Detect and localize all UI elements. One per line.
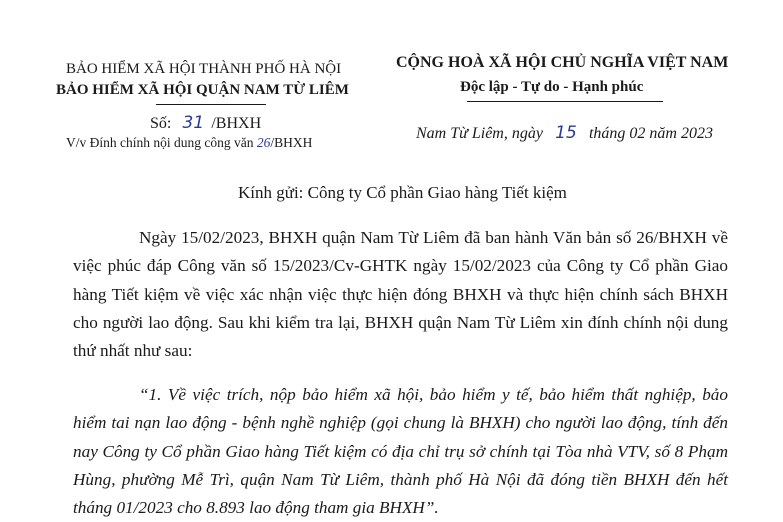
parent-agency-name: BẢO HIỂM XÃ HỘI THÀNH PHỐ HÀ NỘI: [66, 61, 342, 77]
agency-underline: [156, 104, 266, 105]
date-day-handwritten: 15: [555, 123, 577, 143]
subject-suffix: /BHXH: [270, 135, 313, 150]
document-number-prefix: Số:: [150, 115, 172, 132]
motto-underline: [467, 101, 663, 102]
agency-name: BẢO HIỂM XÃ HỘI QUẬN NAM TỪ LIÊM: [56, 82, 349, 98]
national-title: CỘNG HOÀ XÃ HỘI CHỦ NGHĨA VIỆT NAM: [396, 54, 729, 71]
document-number: [150, 115, 261, 132]
subject-prefix: V/v Đính chính nội dung công văn: [66, 135, 254, 150]
subject-handwritten-number: 26: [256, 135, 271, 150]
body-paragraph-1: Ngày 15/02/2023, BHXH quận Nam Từ Liêm đã ban hành Văn bản số 26/BHXH về việc phúc đáp Công văn số 15/2023/Cv-GHTK ngày 15/02/2023 của Công ty Cổ phần Giao hàng Tiết kiệm về việc xác nhận việc thực hiện đóng BHXH và thực hiện chính sách BHXH cho người lao động. Sau khi kiểm tra lại, BHXH quận Nam Từ Liêm xin đính chính nội dung thứ nhất như sau:: [73, 228, 728, 361]
document-number-handwritten: 31: [182, 113, 205, 133]
recipient-line: Kính gửi: Công ty Cổ phần Giao hàng Tiết kiệm: [238, 183, 567, 202]
national-motto: Độc lập - Tự do - Hạnh phúc: [460, 79, 644, 95]
date-prefix: Nam Từ Liêm, ngày: [416, 125, 543, 142]
document-subject: [66, 136, 312, 150]
place-and-date: [416, 125, 713, 142]
date-suffix: tháng 02 năm 2023: [588, 125, 713, 142]
document-number-suffix: /BHXH: [211, 115, 262, 132]
body-quoted-content: “1. Về việc trích, nộp bảo hiểm xã hội, bảo hiểm y tế, bảo hiểm thất nghiệp, bảo hiểm tai nạn lao động - bệnh nghề nghiệp (gọi chung là BHXH) cho người lao động, tính đến nay Công ty Cổ phần Giao hàng Tiết kiệm có địa chỉ trụ sở chính tại Tòa nhà VTV, số 8 Phạm Hùng, phường Mễ Trì, quận Nam Từ Liêm, thành phố Hà Nội đã đóng tiền BHXH đến hết tháng 01/2023 cho 8.893 lao động tham gia BHXH”.: [73, 385, 728, 518]
